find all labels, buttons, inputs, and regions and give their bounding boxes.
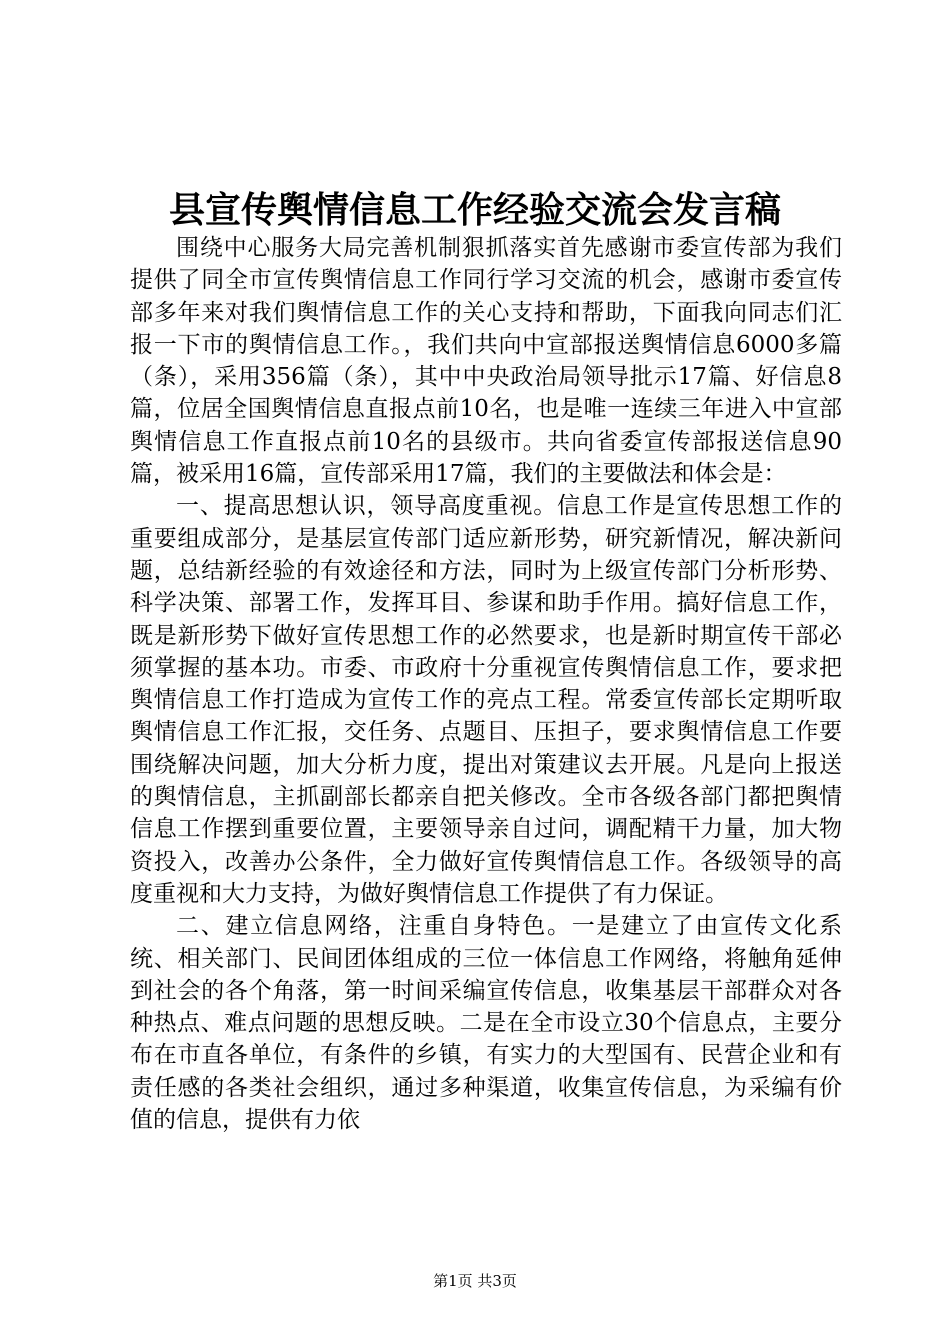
page-number-footer: 第1页 共3页 bbox=[433, 1272, 517, 1290]
paragraph-section-two: 二、建立信息网络，注重自身特色。一是建立了由宣传文化系统、相关部门、民间团体组成的三位一体信息工作网络，将触角延伸到社会的各个角落，第一时间采编宣传信息，收集基层干部群众对各种热点、难点问题的思想反映。二是在全市设立30个信息点，主要分布在市直各单位，有条件的乡镇，有实力的大型国有、民营企业和有责任感的各类社会组织，通过多种渠道，收集宣传信息，为采编有价值的信息，提供有力依 bbox=[130, 913, 842, 1134]
document-title: 县宣传舆情信息工作经验交流会发言稿 bbox=[168, 189, 781, 231]
paragraph-section-one: 一、提高思想认识，领导高度重视。信息工作是宣传思想工作的重要组成部分，是基层宣传部门适应新形势，研究新情况，解决新问题，总结新经验的有效途径和方法，同时为上级宣传部门分析形势、科学决策、部署工作，发挥耳目、参谋和助手作用。搞好信息工作，既是新形势下做好宣传思想工作的必然要求，也是新时期宣传干部必须掌握的基本功。市委、市政府十分重视宣传舆情信息工作，要求把舆情信息工作打造成为宣传工作的亮点工程。常委宣传部长定期听取舆情信息工作汇报，交任务、点题目、压担子，要求舆情信息工作要围绕解决问题，加大分析力度，提出对策建议去开展。凡是向上报送的舆情信息，主抓副部长都亲自把关修改。全市各级各部门都把舆情信息工作摆到重要位置，主要领导亲自过问，调配精干力量，加大物资投入，改善办公条件，全力做好宣传舆情信息工作。各级领导的高度重视和大力支持，为做好舆情信息工作提供了有力保证。 bbox=[130, 493, 842, 907]
paragraph-intro: 围绕中心服务大局完善机制狠抓落实首先感谢市委宣传部为我们提供了同全市宣传舆情信息工作同行学习交流的机会，感谢市委宣传部多年来对我们舆情信息工作的关心支持和帮助，下面我向同志们汇报一下市的舆情信息工作。，我们共向中宣部报送舆情信息6000多篇（条），采用356篇（条），其中中央政治局领导批示17篇、好信息8篇，位居全国舆情信息直报点前10名，也是唯一连续三年进入中宣部舆情信息工作直报点前10名的县级市。共向省委宣传部报送信息90篇，被采用16篇，宣传部采用17篇，我们的主要做法和体会是： bbox=[130, 235, 842, 488]
document-body bbox=[130, 232, 842, 1136]
